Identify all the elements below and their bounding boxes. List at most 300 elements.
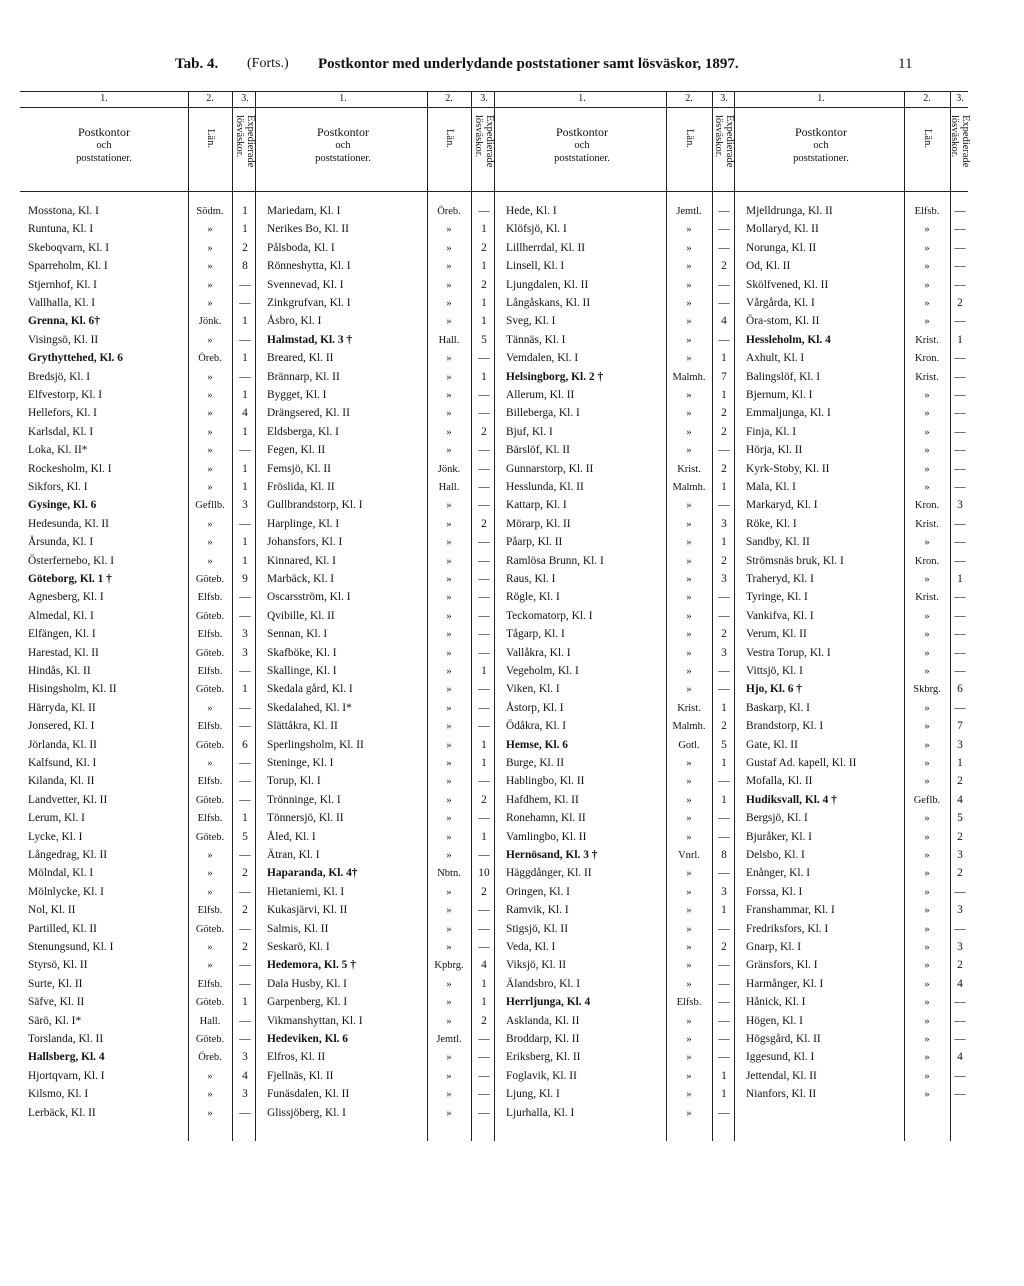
office-name: Hjortqvarn, Kl. I [28,1069,105,1082]
county: » [446,242,452,254]
bag-count: 1 [721,536,727,549]
table-row [259,994,497,1011]
office-name: Norunga, Kl. II [746,241,817,254]
table-row [498,737,736,754]
county: Vnrl. [678,850,700,861]
county: » [207,702,213,714]
bag-count: — [954,701,966,714]
table-row [738,350,970,367]
table-row [259,902,497,919]
county: Elfsb. [676,997,702,1009]
bag-count: 1 [481,223,487,236]
table-row [738,221,970,238]
table-row [259,387,497,404]
table-row [259,755,497,772]
bag-count: — [478,573,490,585]
header-line: Postkontor [316,125,369,139]
header-line: Expedierade [724,115,735,168]
bag-count: 1 [481,830,487,843]
county: » [207,1089,213,1101]
county: Elfsb. [197,592,223,604]
office-name: Fredriksfors, Kl. I [746,922,829,935]
county: Göteb. [195,684,225,696]
county: » [924,886,930,898]
table-row [20,773,258,790]
table-row [738,424,970,441]
office-name: Halmstad, Kl. 3 † [267,333,353,346]
office-name: Mariedam, Kl. I [267,205,341,217]
table-row [738,718,970,735]
county: » [686,390,692,401]
header-line: lösväskor. [949,115,960,158]
table-row [20,865,258,882]
county: » [686,886,692,898]
table-row [20,534,258,551]
table-row [738,1031,970,1048]
county: » [207,298,213,309]
county: » [446,850,452,861]
office-name: Garpenberg, Kl. I [267,996,348,1009]
office-name: Gränsfors, Kl. I [746,959,818,972]
office-name: Veda, Kl. I [506,941,556,953]
bag-count: — [239,885,251,898]
bag-count: 2 [481,1014,487,1027]
table-row [738,902,970,919]
column-header-lan: Län. [205,129,216,148]
bag-count: 3 [721,573,727,585]
header-line: och [96,140,112,151]
table-row [738,994,970,1011]
county: » [446,776,452,788]
bag-count: — [718,996,730,1009]
office-name: Torslanda, Kl. II [28,1033,104,1045]
county: Krist. [677,702,701,714]
table-row [20,1086,258,1103]
office-name: Gunnarstorp, Kl. II [506,462,594,475]
bag-count: 1 [721,793,727,806]
county: » [207,426,213,438]
table-row [259,810,497,827]
county: Krist. [915,518,939,530]
table-row [20,461,258,478]
table-row [20,847,258,864]
office-name: Mölndal, Kl. I [28,867,94,880]
office-name: Vestra Torup, Kl. I [746,646,831,659]
table-row [738,1086,970,1103]
table-row [259,258,497,275]
office-name: Bredsjö, Kl. I [28,370,91,383]
county: » [924,960,930,972]
office-name: Skedalahed, Kl. I* [267,701,352,714]
table-row [498,461,736,478]
bag-count: 1 [242,462,248,475]
header-line: Postkontor [77,125,130,139]
table-row [20,663,258,680]
column-number: 2. [685,93,693,104]
bag-count: 2 [242,867,248,880]
county: » [924,978,930,990]
office-name: Långedrag, Kl. II [28,849,108,861]
office-name: Styrsö, Kl. II [28,959,88,972]
county: » [924,574,930,585]
bag-count: 5 [721,738,727,751]
office-name: Elfängen, Kl. I [28,628,96,641]
bag-count: 1 [481,996,487,1009]
county: » [686,684,692,696]
office-name: Fröslida, Kl. II [267,481,335,493]
bag-count: — [478,205,490,217]
county: Hall. [199,1015,221,1027]
bag-count: — [478,499,490,512]
county: » [446,279,452,291]
table-row [20,608,258,625]
table-row [259,405,497,422]
office-name: Sennan, Kl. I [267,628,328,641]
table-row [20,1068,258,1085]
office-name: Hjo, Kl. 6 † [746,683,803,696]
bag-count: 2 [481,278,487,291]
office-name: Mala, Kl. I [746,481,796,493]
county: » [924,942,930,953]
county: » [686,813,692,825]
table-row [498,829,736,846]
table-row [20,442,258,459]
county: » [686,1015,692,1027]
office-name: Hedemora, Kl. 5 † [267,959,356,972]
county: » [446,390,452,401]
county: » [686,1034,692,1045]
column-number: 1. [339,93,347,104]
bag-count: — [478,609,490,622]
office-name: Zinkgrufvan, Kl. I [267,297,351,309]
bag-count: 2 [481,517,487,530]
table-row [20,571,258,588]
office-name: Brännarp, Kl. II [267,370,340,383]
table-row [259,295,497,312]
county: » [924,1052,930,1064]
county: » [924,1034,930,1045]
bag-count: — [239,333,251,346]
county: Elfsb. [197,666,223,677]
office-name: Slättåkra, Kl. II [267,720,338,733]
table-row [20,479,258,496]
bag-count: 2 [721,462,727,475]
county: » [207,334,213,346]
bag-count: 2 [721,628,727,641]
county: Göteb. [195,647,225,659]
table-row [20,626,258,643]
county: » [446,813,452,825]
page-header [0,56,1024,80]
county: Malmh. [672,482,706,493]
county: » [446,739,452,751]
bag-count: 9 [242,573,248,585]
bag-count: — [718,812,730,825]
bag-count: — [718,205,730,217]
county: » [446,445,452,457]
bag-count: 4 [957,977,963,990]
county: » [446,794,452,806]
bag-count: — [718,830,730,843]
county: Jönk. [437,463,461,475]
bag-count: — [478,812,490,825]
county: » [686,408,692,420]
county: » [207,886,213,898]
office-name: Skallinge, Kl. I [267,665,337,677]
office-name: Skedala gård, Kl. I [267,683,353,696]
office-name: Oscarsström, Kl. I [267,591,351,604]
table-row [498,221,736,238]
county: » [446,721,452,733]
office-name: Mörarp, Kl. II [506,517,571,530]
bag-count: — [478,1106,490,1119]
table-row [498,350,736,367]
county: » [924,298,930,309]
table-row [738,258,970,275]
office-name: Gnarp, Kl. I [746,941,802,953]
office-name: Mjelldrunga, Kl. II [746,205,833,217]
bag-count: 1 [721,904,727,917]
bag-count: 1 [242,389,248,401]
table-row [738,553,970,570]
bag-count: 1 [721,757,727,769]
office-name: Hessleholm, Kl. 4 [746,333,831,346]
office-name: Gysinge, Kl. 6 [28,499,97,512]
office-name: Delsbo, Kl. I [746,849,805,861]
table-row [259,516,497,533]
office-name: Asklanda, Kl. II [506,1014,580,1027]
postal-table [20,91,971,1141]
bag-count: — [718,223,730,236]
bag-count: 1 [957,757,963,769]
table-row [498,479,736,496]
column-number: 3. [241,93,249,104]
table-row [20,700,258,717]
table-row [738,957,970,974]
table-row [20,313,258,330]
bag-count: 2 [242,904,248,917]
office-name: Vikmanshyttan, Kl. I [267,1014,363,1027]
office-name: Skeboqvarn, Kl. I [28,241,109,254]
office-name: Sikfors, Kl. I [28,481,88,493]
office-name: Bjuf, Kl. I [506,425,553,438]
office-name: Grythyttehed, Kl. 6 [28,352,123,365]
office-name: Bjernum, Kl. I [746,389,813,401]
county: » [446,371,452,383]
county: » [207,1070,213,1082]
county: Göteb. [195,997,225,1009]
office-name: Iggesund, Kl. I [746,1051,815,1064]
county: » [446,500,452,512]
office-name: Fjellnäs, Kl. II [267,1069,334,1082]
bag-count: 4 [957,1051,963,1064]
county: Jönk. [198,316,222,328]
office-name: Markaryd, Kl. I [746,499,818,512]
table-row [20,939,258,956]
county: » [924,831,930,843]
table-row [259,1105,497,1122]
bag-count: — [954,922,966,935]
office-name: Od, Kl. II [746,260,791,273]
office-name: Jonsered, Kl. I [28,720,95,733]
table-row [259,921,497,938]
county: » [446,758,452,769]
bag-count: — [239,665,251,677]
table-row [20,203,258,220]
table-row [498,405,736,422]
bag-count: — [718,1106,730,1119]
table-row [498,884,736,901]
county: » [207,261,213,273]
office-name: Härryda, Kl. II [28,701,96,714]
table-row [498,1049,736,1066]
office-name: Kattarp, Kl. I [506,499,567,512]
bag-count: 3 [721,646,727,659]
office-name: Åstorp, Kl. I [506,701,564,714]
bag-count: 2 [957,959,963,972]
county: » [686,1107,692,1119]
bag-count: 4 [242,407,248,420]
table-row [20,350,258,367]
bag-count: 3 [721,885,727,898]
table-row [498,369,736,386]
bag-count: 2 [957,867,963,880]
office-name: Tyringe, Kl. I [746,591,808,604]
county: » [924,408,930,420]
county: » [686,776,692,788]
table-row [20,553,258,570]
table-row [498,313,736,330]
office-name: Ljurhalla, Kl. I [506,1106,575,1119]
bag-count: 2 [721,425,727,438]
county: » [686,334,692,346]
county: » [686,831,692,843]
table-row [498,994,736,1011]
bag-count: 1 [242,223,248,236]
table-row [738,608,970,625]
table-row [498,1105,736,1122]
bag-count: 1 [242,536,248,549]
table-row [259,847,497,864]
bag-count: — [239,793,251,806]
office-name: Teckomatorp, Kl. I [506,609,593,622]
column-number: 1. [578,93,586,104]
bag-count: — [718,444,730,457]
office-name: Högsgård, Kl. II [746,1033,821,1045]
table-row [738,295,970,312]
county: Elfsb. [197,905,223,917]
bag-count: 1 [721,352,727,365]
table-row [259,957,497,974]
table-row [498,497,736,514]
table-row [259,442,497,459]
office-name: Påarp, Kl. II [506,536,563,549]
bag-count: 1 [242,996,248,1009]
county: » [924,923,930,935]
office-name: Sparreholm, Kl. I [28,260,108,273]
office-name: Lycke, Kl. I [28,830,83,843]
bag-count: 7 [957,720,963,733]
office-name: Billeberga, Kl. I [506,407,580,420]
county: » [924,721,930,733]
office-name: Qvibille, Kl. II [267,609,335,622]
county: » [686,1052,692,1064]
county: » [924,776,930,788]
table-row [498,387,736,404]
bag-count: 3 [242,646,248,659]
county: Krist. [915,592,939,604]
table-row [498,645,736,662]
county: » [924,224,930,236]
county: » [686,905,692,917]
office-name: Nianfors, Kl. II [746,1088,817,1101]
bag-count: — [954,628,966,641]
office-name: Gustaf Ad. kapell, Kl. II [746,757,857,769]
column-number: 3. [956,93,964,104]
bag-count: — [718,775,730,788]
column-number: 3. [720,93,728,104]
office-name: Vallhalla, Kl. I [28,297,96,309]
table-row [738,645,970,662]
office-name: Lillherrdal, Kl. II [506,241,586,254]
table-row [498,332,736,349]
bag-count: 1 [242,481,248,493]
table-row [20,737,258,754]
bag-count: — [239,609,251,622]
office-name: Gate, Kl. II [746,738,798,751]
table-row [738,939,970,956]
table-row [259,221,497,238]
office-name: Drängsered, Kl. II [267,407,350,420]
bag-count: — [478,922,490,935]
table-row [738,865,970,882]
county: Kron. [914,555,940,567]
office-name: Femsjö, Kl. II [267,462,331,475]
office-name: Baskarp, Kl. I [746,701,810,714]
table-row [738,516,970,533]
table-row [738,921,970,938]
bag-count: — [478,775,490,788]
bag-count: — [718,1051,730,1064]
table-row [259,553,497,570]
county: » [686,666,692,677]
bag-count: — [718,297,730,309]
office-name: Göteborg, Kl. 1 † [28,573,112,585]
table-row [20,792,258,809]
county: » [924,629,930,641]
county: » [686,758,692,769]
bag-count: — [478,683,490,696]
bag-count: 8 [721,849,727,861]
office-name: Agnesberg, Kl. I [28,591,104,604]
column-header-lan: Län. [444,129,455,148]
header-line: poststationer. [793,153,849,164]
office-name: Vemdalen, Kl. I [506,352,579,365]
office-name: Loka, Kl. II* [28,444,88,457]
county: » [446,1107,452,1119]
bag-count: — [478,646,490,659]
office-name: Mollaryd, Kl. II [746,223,819,236]
county: Göteb. [195,923,225,935]
office-name: Ljungdalen, Kl. II [506,278,589,291]
office-name: Långåskans, Kl. II [506,297,591,309]
table-row [498,700,736,717]
county: » [686,445,692,457]
county: Elfsb. [197,776,223,788]
bag-count: — [478,1033,490,1045]
bag-count: 1 [721,1088,727,1101]
county: » [446,592,452,604]
